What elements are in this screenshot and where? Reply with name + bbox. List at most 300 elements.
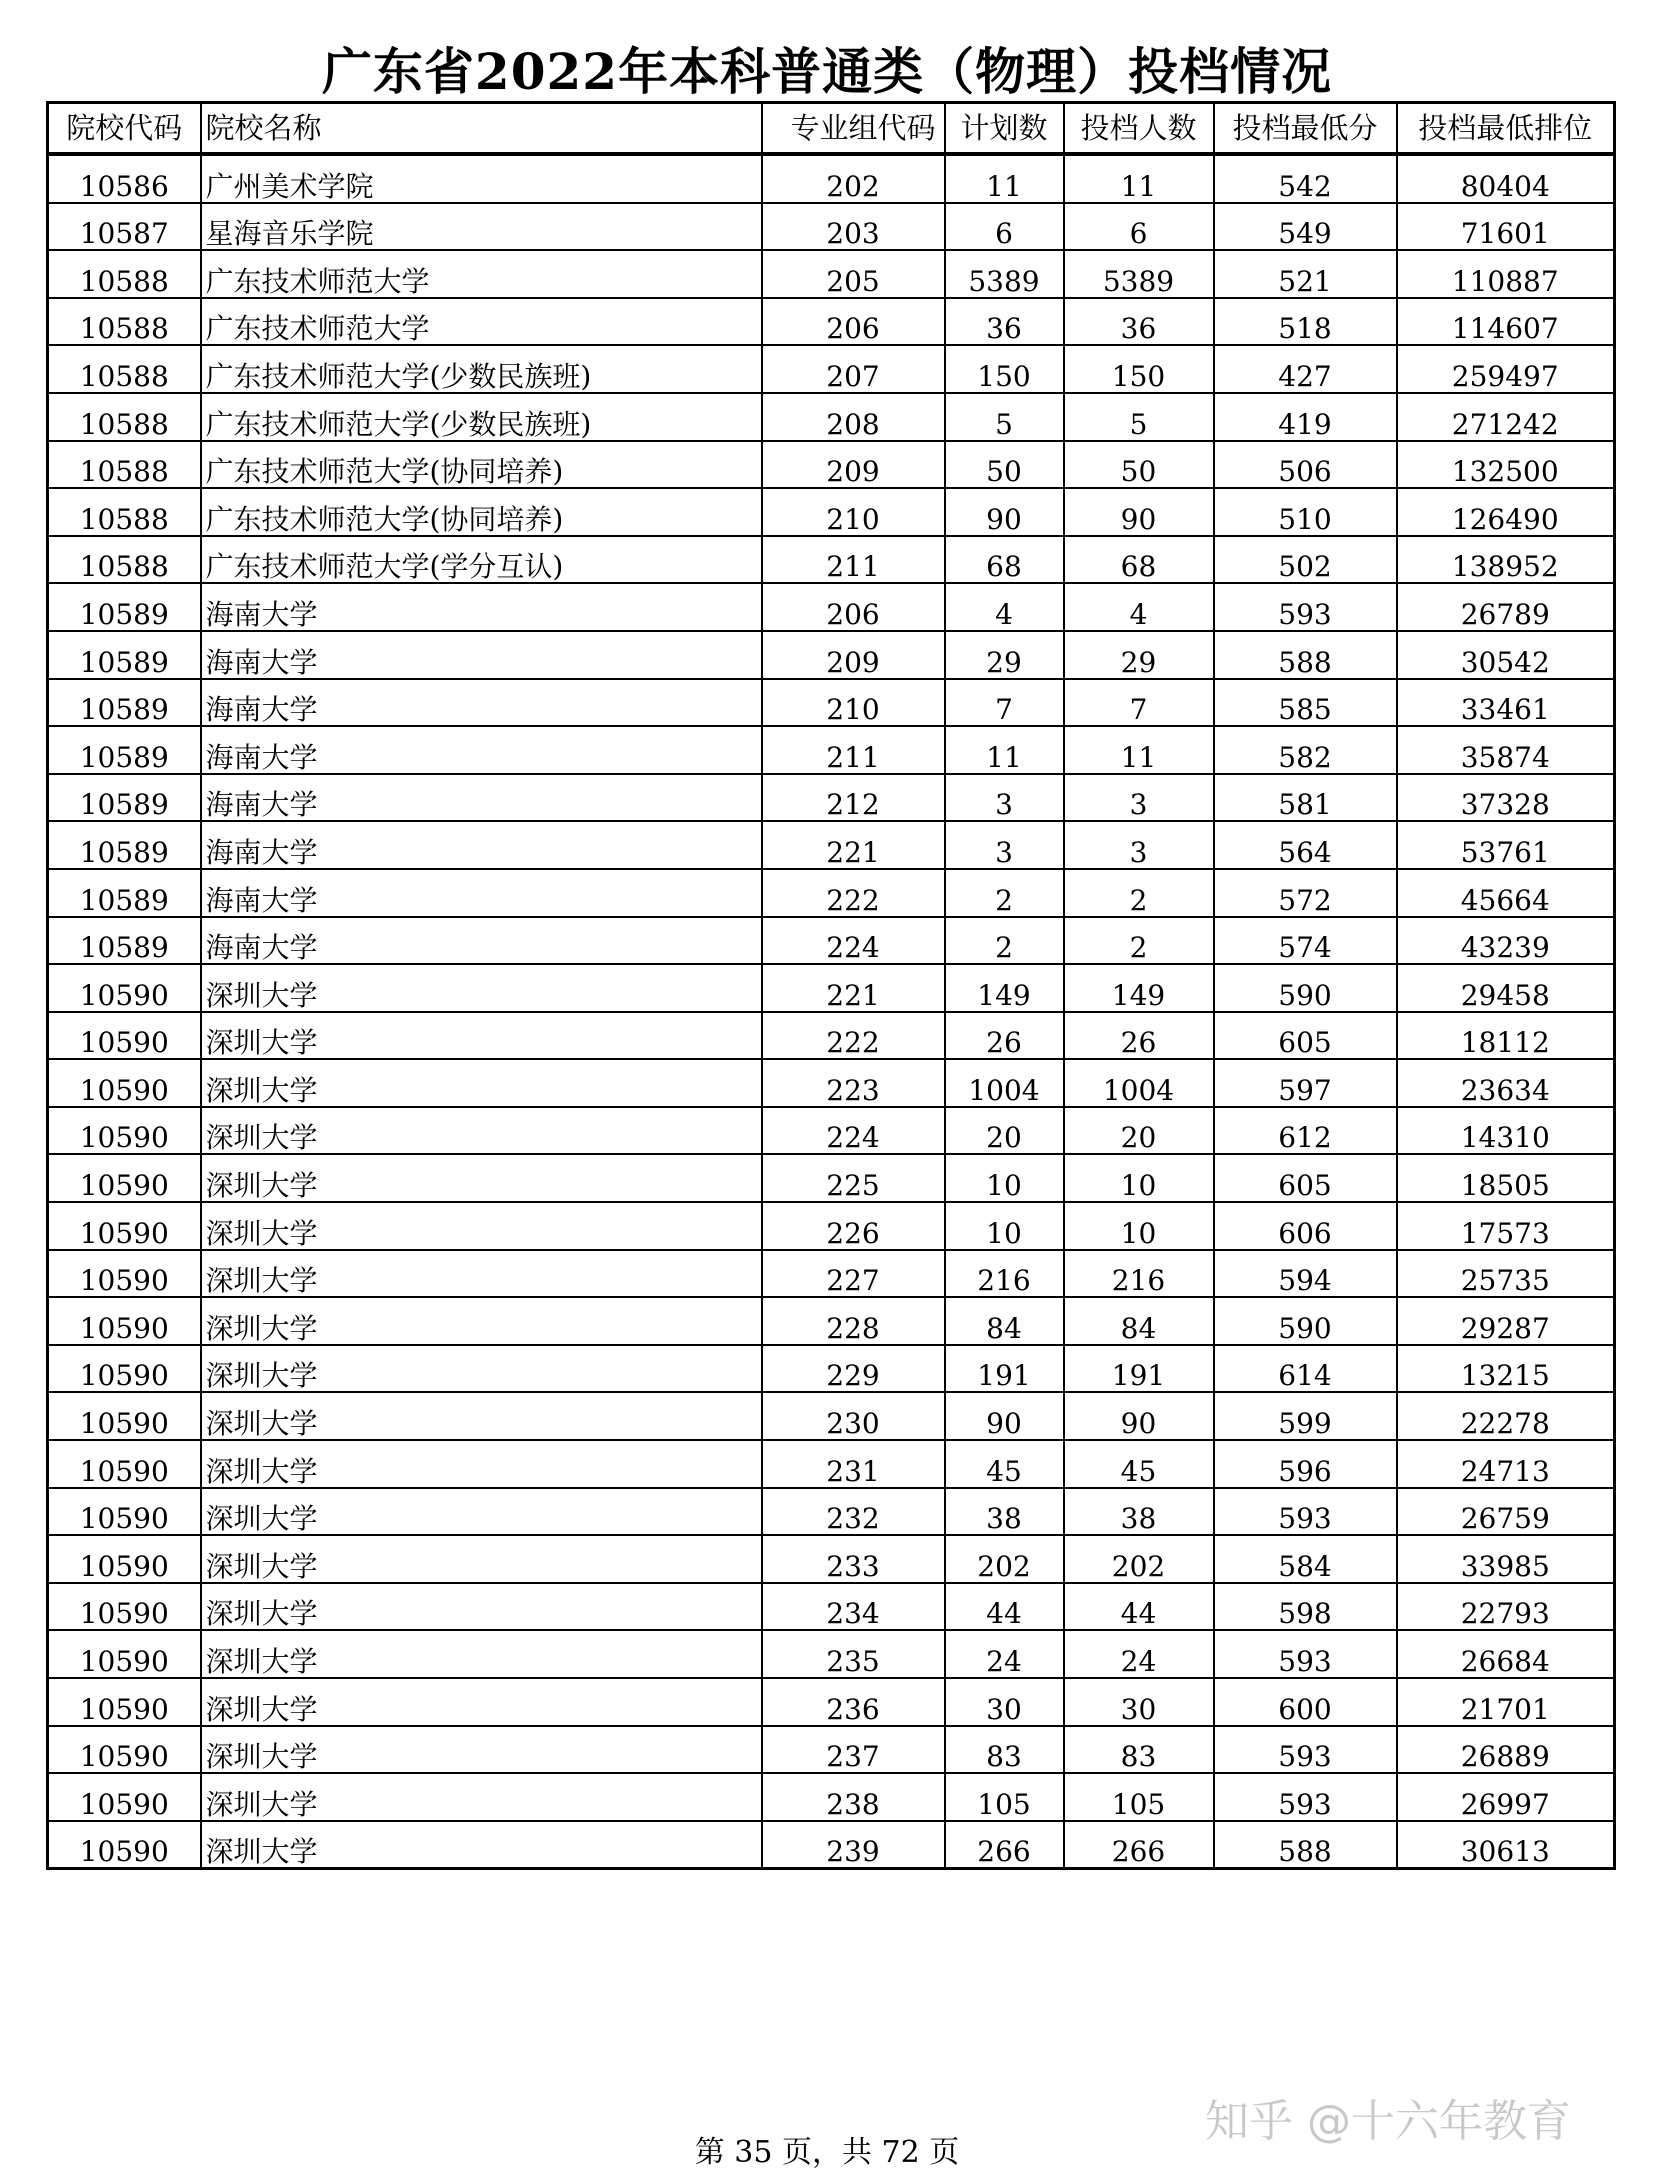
cell-admitted-count: 26 bbox=[1064, 1012, 1214, 1060]
cell-school-code: 10589 bbox=[48, 583, 201, 631]
cell-group-code: 226 bbox=[762, 1202, 945, 1250]
table-row bbox=[48, 1154, 1615, 1202]
header-row bbox=[48, 103, 1615, 155]
cell-group-code: 223 bbox=[762, 1059, 945, 1107]
cell-min-score: 572 bbox=[1214, 869, 1397, 917]
cell-group-code: 233 bbox=[762, 1535, 945, 1583]
cell-admitted-count: 90 bbox=[1064, 488, 1214, 536]
cell-school-name: 广东技术师范大学(少数民族班) bbox=[201, 345, 762, 393]
table-header bbox=[48, 103, 1615, 155]
column-header-admitted-count: 投档人数 bbox=[1064, 103, 1214, 155]
cell-group-code: 207 bbox=[762, 345, 945, 393]
cell-group-code: 210 bbox=[762, 488, 945, 536]
cell-plan-count: 90 bbox=[945, 488, 1064, 536]
cell-min-score: 585 bbox=[1214, 679, 1397, 727]
cell-min-score: 510 bbox=[1214, 488, 1397, 536]
page-title: 广东省2022年本科普通类（物理）投档情况 bbox=[321, 42, 1333, 101]
cell-school-code: 10588 bbox=[48, 488, 201, 536]
cell-min-rank: 45664 bbox=[1397, 869, 1615, 917]
watermark: 知乎 @十六年教育 bbox=[1205, 2096, 1571, 2147]
cell-school-name: 广东技术师范大学(少数民族班) bbox=[201, 393, 762, 441]
cell-min-rank: 14310 bbox=[1397, 1107, 1615, 1155]
cell-school-name: 海南大学 bbox=[201, 679, 762, 727]
cell-school-name: 深圳大学 bbox=[201, 1583, 762, 1631]
table-body bbox=[48, 154, 1615, 1869]
cell-school-name: 广东技术师范大学(协同培养) bbox=[201, 488, 762, 536]
cell-admitted-count: 24 bbox=[1064, 1630, 1214, 1678]
cell-min-rank: 37328 bbox=[1397, 774, 1615, 822]
cell-min-score: 605 bbox=[1214, 1012, 1397, 1060]
cell-group-code: 224 bbox=[762, 917, 945, 965]
table-row bbox=[48, 1392, 1615, 1440]
cell-school-name: 广东技术师范大学(协同培养) bbox=[201, 441, 762, 489]
cell-min-rank: 30613 bbox=[1397, 1821, 1615, 1869]
cell-school-code: 10590 bbox=[48, 1154, 201, 1202]
cell-min-rank: 18112 bbox=[1397, 1012, 1615, 1060]
cell-admitted-count: 7 bbox=[1064, 679, 1214, 727]
cell-plan-count: 6 bbox=[945, 203, 1064, 251]
cell-min-rank: 26997 bbox=[1397, 1773, 1615, 1821]
table-row bbox=[48, 1583, 1615, 1631]
table-row bbox=[48, 1678, 1615, 1726]
cell-group-code: 230 bbox=[762, 1392, 945, 1440]
cell-admitted-count: 4 bbox=[1064, 583, 1214, 631]
cell-min-score: 598 bbox=[1214, 1583, 1397, 1631]
cell-admitted-count: 30 bbox=[1064, 1678, 1214, 1726]
cell-admitted-count: 11 bbox=[1064, 154, 1214, 203]
table-row bbox=[48, 1440, 1615, 1488]
column-header-plan-count: 计划数 bbox=[945, 103, 1064, 155]
cell-plan-count: 3 bbox=[945, 774, 1064, 822]
cell-min-score: 596 bbox=[1214, 1440, 1397, 1488]
cell-school-code: 10590 bbox=[48, 1059, 201, 1107]
cell-plan-count: 11 bbox=[945, 726, 1064, 774]
cell-min-rank: 271242 bbox=[1397, 393, 1615, 441]
cell-plan-count: 3 bbox=[945, 821, 1064, 869]
cell-school-name: 深圳大学 bbox=[201, 1392, 762, 1440]
cell-admitted-count: 20 bbox=[1064, 1107, 1214, 1155]
cell-min-score: 614 bbox=[1214, 1345, 1397, 1393]
cell-plan-count: 4 bbox=[945, 583, 1064, 631]
cell-min-rank: 13215 bbox=[1397, 1345, 1615, 1393]
table-row bbox=[48, 679, 1615, 727]
cell-plan-count: 30 bbox=[945, 1678, 1064, 1726]
cell-group-code: 211 bbox=[762, 726, 945, 774]
table-row bbox=[48, 536, 1615, 584]
cell-school-code: 10589 bbox=[48, 774, 201, 822]
cell-plan-count: 105 bbox=[945, 1773, 1064, 1821]
table-row bbox=[48, 1107, 1615, 1155]
cell-group-code: 205 bbox=[762, 250, 945, 298]
cell-school-code: 10590 bbox=[48, 1392, 201, 1440]
cell-group-code: 221 bbox=[762, 821, 945, 869]
cell-plan-count: 36 bbox=[945, 298, 1064, 346]
cell-school-name: 深圳大学 bbox=[201, 1154, 762, 1202]
table-row bbox=[48, 1202, 1615, 1250]
cell-plan-count: 191 bbox=[945, 1345, 1064, 1393]
cell-min-score: 612 bbox=[1214, 1107, 1397, 1155]
cell-school-code: 10590 bbox=[48, 1202, 201, 1250]
cell-school-name: 深圳大学 bbox=[201, 1821, 762, 1869]
cell-admitted-count: 3 bbox=[1064, 774, 1214, 822]
cell-school-code: 10588 bbox=[48, 298, 201, 346]
cell-school-code: 10590 bbox=[48, 1678, 201, 1726]
cell-min-rank: 26889 bbox=[1397, 1726, 1615, 1774]
cell-plan-count: 150 bbox=[945, 345, 1064, 393]
cell-group-code: 229 bbox=[762, 1345, 945, 1393]
cell-admitted-count: 45 bbox=[1064, 1440, 1214, 1488]
cell-school-name: 深圳大学 bbox=[201, 1059, 762, 1107]
cell-plan-count: 45 bbox=[945, 1440, 1064, 1488]
cell-plan-count: 84 bbox=[945, 1297, 1064, 1345]
cell-admitted-count: 1004 bbox=[1064, 1059, 1214, 1107]
cell-admitted-count: 202 bbox=[1064, 1535, 1214, 1583]
cell-admitted-count: 90 bbox=[1064, 1392, 1214, 1440]
cell-min-score: 549 bbox=[1214, 203, 1397, 251]
cell-min-score: 605 bbox=[1214, 1154, 1397, 1202]
cell-group-code: 212 bbox=[762, 774, 945, 822]
cell-admitted-count: 68 bbox=[1064, 536, 1214, 584]
cell-admitted-count: 11 bbox=[1064, 726, 1214, 774]
cell-school-name: 深圳大学 bbox=[201, 1012, 762, 1060]
cell-min-rank: 35874 bbox=[1397, 726, 1615, 774]
table-row bbox=[48, 631, 1615, 679]
admission-table bbox=[46, 101, 1616, 1870]
cell-school-code: 10590 bbox=[48, 1773, 201, 1821]
cell-min-score: 597 bbox=[1214, 1059, 1397, 1107]
cell-min-score: 582 bbox=[1214, 726, 1397, 774]
cell-school-code: 10590 bbox=[48, 1488, 201, 1536]
cell-admitted-count: 150 bbox=[1064, 345, 1214, 393]
cell-min-score: 593 bbox=[1214, 1726, 1397, 1774]
cell-school-name: 深圳大学 bbox=[201, 1202, 762, 1250]
cell-admitted-count: 6 bbox=[1064, 203, 1214, 251]
cell-school-name: 深圳大学 bbox=[201, 1345, 762, 1393]
cell-min-score: 593 bbox=[1214, 1488, 1397, 1536]
cell-min-rank: 138952 bbox=[1397, 536, 1615, 584]
cell-school-code: 10590 bbox=[48, 1107, 201, 1155]
table-row bbox=[48, 441, 1615, 489]
table-row bbox=[48, 1012, 1615, 1060]
cell-school-name: 深圳大学 bbox=[201, 1726, 762, 1774]
cell-group-code: 209 bbox=[762, 441, 945, 489]
table-row bbox=[48, 1535, 1615, 1583]
cell-min-rank: 26759 bbox=[1397, 1488, 1615, 1536]
table-row bbox=[48, 250, 1615, 298]
cell-admitted-count: 2 bbox=[1064, 917, 1214, 965]
table-row bbox=[48, 1059, 1615, 1107]
cell-school-name: 海南大学 bbox=[201, 631, 762, 679]
cell-admitted-count: 10 bbox=[1064, 1154, 1214, 1202]
cell-min-rank: 23634 bbox=[1397, 1059, 1615, 1107]
cell-group-code: 202 bbox=[762, 154, 945, 203]
cell-min-score: 506 bbox=[1214, 441, 1397, 489]
cell-school-name: 海南大学 bbox=[201, 774, 762, 822]
cell-min-rank: 26789 bbox=[1397, 583, 1615, 631]
cell-group-code: 239 bbox=[762, 1821, 945, 1869]
cell-min-score: 564 bbox=[1214, 821, 1397, 869]
cell-group-code: 237 bbox=[762, 1726, 945, 1774]
cell-group-code: 209 bbox=[762, 631, 945, 679]
cell-school-code: 10590 bbox=[48, 1535, 201, 1583]
cell-min-rank: 29458 bbox=[1397, 964, 1615, 1012]
cell-min-rank: 30542 bbox=[1397, 631, 1615, 679]
cell-group-code: 208 bbox=[762, 393, 945, 441]
cell-min-rank: 18505 bbox=[1397, 1154, 1615, 1202]
cell-school-code: 10587 bbox=[48, 203, 201, 251]
cell-admitted-count: 50 bbox=[1064, 441, 1214, 489]
cell-plan-count: 5 bbox=[945, 393, 1064, 441]
cell-admitted-count: 38 bbox=[1064, 1488, 1214, 1536]
cell-min-score: 419 bbox=[1214, 393, 1397, 441]
table-row bbox=[48, 345, 1615, 393]
cell-min-score: 594 bbox=[1214, 1250, 1397, 1298]
cell-admitted-count: 10 bbox=[1064, 1202, 1214, 1250]
table-row bbox=[48, 821, 1615, 869]
cell-admitted-count: 29 bbox=[1064, 631, 1214, 679]
cell-school-code: 10586 bbox=[48, 154, 201, 203]
cell-school-name: 海南大学 bbox=[201, 869, 762, 917]
cell-min-rank: 24713 bbox=[1397, 1440, 1615, 1488]
cell-school-name: 深圳大学 bbox=[201, 1440, 762, 1488]
cell-school-name: 海南大学 bbox=[201, 821, 762, 869]
cell-min-rank: 33985 bbox=[1397, 1535, 1615, 1583]
cell-school-code: 10589 bbox=[48, 631, 201, 679]
cell-group-code: 225 bbox=[762, 1154, 945, 1202]
cell-min-rank: 33461 bbox=[1397, 679, 1615, 727]
cell-min-score: 518 bbox=[1214, 298, 1397, 346]
table-row bbox=[48, 917, 1615, 965]
cell-plan-count: 50 bbox=[945, 441, 1064, 489]
cell-school-code: 10590 bbox=[48, 1440, 201, 1488]
table-row bbox=[48, 1488, 1615, 1536]
table-row bbox=[48, 1630, 1615, 1678]
cell-school-code: 10590 bbox=[48, 1250, 201, 1298]
cell-school-name: 星海音乐学院 bbox=[201, 203, 762, 251]
cell-admitted-count: 44 bbox=[1064, 1583, 1214, 1631]
cell-group-code: 206 bbox=[762, 583, 945, 631]
cell-group-code: 231 bbox=[762, 1440, 945, 1488]
column-header-min-score: 投档最低分 bbox=[1214, 103, 1397, 155]
cell-group-code: 210 bbox=[762, 679, 945, 727]
table-row bbox=[48, 393, 1615, 441]
cell-min-rank: 71601 bbox=[1397, 203, 1615, 251]
cell-min-score: 593 bbox=[1214, 1630, 1397, 1678]
cell-min-score: 599 bbox=[1214, 1392, 1397, 1440]
cell-school-code: 10590 bbox=[48, 1012, 201, 1060]
cell-min-rank: 110887 bbox=[1397, 250, 1615, 298]
cell-min-score: 600 bbox=[1214, 1678, 1397, 1726]
cell-plan-count: 29 bbox=[945, 631, 1064, 679]
cell-school-name: 广东技术师范大学(学分互认) bbox=[201, 536, 762, 584]
cell-school-code: 10588 bbox=[48, 345, 201, 393]
table-row bbox=[48, 1821, 1615, 1869]
table-row bbox=[48, 1297, 1615, 1345]
cell-plan-count: 10 bbox=[945, 1154, 1064, 1202]
cell-min-score: 590 bbox=[1214, 964, 1397, 1012]
cell-plan-count: 10 bbox=[945, 1202, 1064, 1250]
column-header-school-name: 院校名称 bbox=[201, 103, 762, 155]
cell-admitted-count: 216 bbox=[1064, 1250, 1214, 1298]
cell-plan-count: 1004 bbox=[945, 1059, 1064, 1107]
cell-plan-count: 26 bbox=[945, 1012, 1064, 1060]
cell-school-name: 广州美术学院 bbox=[201, 154, 762, 203]
cell-min-rank: 17573 bbox=[1397, 1202, 1615, 1250]
cell-plan-count: 2 bbox=[945, 869, 1064, 917]
cell-group-code: 238 bbox=[762, 1773, 945, 1821]
cell-school-name: 广东技术师范大学 bbox=[201, 250, 762, 298]
cell-plan-count: 149 bbox=[945, 964, 1064, 1012]
cell-school-name: 深圳大学 bbox=[201, 1107, 762, 1155]
cell-plan-count: 68 bbox=[945, 536, 1064, 584]
cell-plan-count: 2 bbox=[945, 917, 1064, 965]
table-row bbox=[48, 964, 1615, 1012]
cell-plan-count: 202 bbox=[945, 1535, 1064, 1583]
cell-group-code: 235 bbox=[762, 1630, 945, 1678]
cell-admitted-count: 83 bbox=[1064, 1726, 1214, 1774]
cell-group-code: 221 bbox=[762, 964, 945, 1012]
cell-admitted-count: 2 bbox=[1064, 869, 1214, 917]
cell-school-name: 深圳大学 bbox=[201, 1297, 762, 1345]
table-row bbox=[48, 1345, 1615, 1393]
cell-min-rank: 29287 bbox=[1397, 1297, 1615, 1345]
cell-group-code: 222 bbox=[762, 869, 945, 917]
cell-admitted-count: 149 bbox=[1064, 964, 1214, 1012]
cell-school-name: 深圳大学 bbox=[201, 1773, 762, 1821]
table-row bbox=[48, 298, 1615, 346]
cell-admitted-count: 191 bbox=[1064, 1345, 1214, 1393]
cell-school-code: 10590 bbox=[48, 964, 201, 1012]
cell-school-code: 10590 bbox=[48, 1583, 201, 1631]
cell-plan-count: 20 bbox=[945, 1107, 1064, 1155]
cell-plan-count: 38 bbox=[945, 1488, 1064, 1536]
cell-min-rank: 22793 bbox=[1397, 1583, 1615, 1631]
cell-group-code: 234 bbox=[762, 1583, 945, 1631]
cell-group-code: 236 bbox=[762, 1678, 945, 1726]
cell-min-score: 542 bbox=[1214, 154, 1397, 203]
cell-plan-count: 216 bbox=[945, 1250, 1064, 1298]
cell-school-name: 深圳大学 bbox=[201, 1678, 762, 1726]
cell-plan-count: 90 bbox=[945, 1392, 1064, 1440]
cell-min-score: 588 bbox=[1214, 1821, 1397, 1869]
cell-plan-count: 44 bbox=[945, 1583, 1064, 1631]
cell-plan-count: 24 bbox=[945, 1630, 1064, 1678]
cell-min-rank: 21701 bbox=[1397, 1678, 1615, 1726]
cell-plan-count: 5389 bbox=[945, 250, 1064, 298]
cell-group-code: 228 bbox=[762, 1297, 945, 1345]
cell-school-code: 10590 bbox=[48, 1726, 201, 1774]
cell-school-code: 10590 bbox=[48, 1297, 201, 1345]
cell-admitted-count: 5389 bbox=[1064, 250, 1214, 298]
cell-group-code: 224 bbox=[762, 1107, 945, 1155]
table-row bbox=[48, 1250, 1615, 1298]
cell-admitted-count: 266 bbox=[1064, 1821, 1214, 1869]
cell-school-name: 广东技术师范大学 bbox=[201, 298, 762, 346]
cell-min-rank: 22278 bbox=[1397, 1392, 1615, 1440]
cell-min-score: 584 bbox=[1214, 1535, 1397, 1583]
cell-min-score: 427 bbox=[1214, 345, 1397, 393]
cell-group-code: 206 bbox=[762, 298, 945, 346]
cell-school-name: 深圳大学 bbox=[201, 1535, 762, 1583]
cell-min-score: 588 bbox=[1214, 631, 1397, 679]
table-row bbox=[48, 488, 1615, 536]
table-row bbox=[48, 203, 1615, 251]
cell-min-rank: 126490 bbox=[1397, 488, 1615, 536]
cell-school-name: 海南大学 bbox=[201, 726, 762, 774]
cell-min-score: 521 bbox=[1214, 250, 1397, 298]
table-row bbox=[48, 1773, 1615, 1821]
column-header-min-rank: 投档最低排位 bbox=[1397, 103, 1615, 155]
cell-admitted-count: 84 bbox=[1064, 1297, 1214, 1345]
cell-min-score: 590 bbox=[1214, 1297, 1397, 1345]
cell-school-name: 深圳大学 bbox=[201, 964, 762, 1012]
table-row bbox=[48, 1726, 1615, 1774]
cell-group-code: 222 bbox=[762, 1012, 945, 1060]
cell-min-rank: 80404 bbox=[1397, 154, 1615, 203]
cell-min-rank: 43239 bbox=[1397, 917, 1615, 965]
cell-min-score: 502 bbox=[1214, 536, 1397, 584]
table-row bbox=[48, 774, 1615, 822]
cell-min-rank: 26684 bbox=[1397, 1630, 1615, 1678]
cell-admitted-count: 36 bbox=[1064, 298, 1214, 346]
cell-group-code: 211 bbox=[762, 536, 945, 584]
table-row bbox=[48, 154, 1615, 203]
cell-group-code: 203 bbox=[762, 203, 945, 251]
cell-min-score: 581 bbox=[1214, 774, 1397, 822]
table-row bbox=[48, 583, 1615, 631]
page-footer: 第 35 页，共 72 页 bbox=[694, 2135, 960, 2170]
cell-school-code: 10589 bbox=[48, 679, 201, 727]
cell-school-name: 海南大学 bbox=[201, 917, 762, 965]
cell-school-code: 10589 bbox=[48, 917, 201, 965]
cell-school-code: 10589 bbox=[48, 726, 201, 774]
cell-min-rank: 53761 bbox=[1397, 821, 1615, 869]
cell-plan-count: 11 bbox=[945, 154, 1064, 203]
cell-admitted-count: 3 bbox=[1064, 821, 1214, 869]
cell-plan-count: 83 bbox=[945, 1726, 1064, 1774]
cell-min-score: 593 bbox=[1214, 583, 1397, 631]
table-row bbox=[48, 726, 1615, 774]
cell-group-code: 227 bbox=[762, 1250, 945, 1298]
cell-min-rank: 259497 bbox=[1397, 345, 1615, 393]
cell-school-code: 10590 bbox=[48, 1630, 201, 1678]
column-header-group-code: 专业组代码 bbox=[762, 103, 945, 155]
cell-min-score: 574 bbox=[1214, 917, 1397, 965]
cell-school-name: 深圳大学 bbox=[201, 1250, 762, 1298]
cell-school-code: 10588 bbox=[48, 393, 201, 441]
cell-plan-count: 7 bbox=[945, 679, 1064, 727]
cell-school-name: 深圳大学 bbox=[201, 1488, 762, 1536]
cell-school-code: 10588 bbox=[48, 250, 201, 298]
cell-school-code: 10588 bbox=[48, 441, 201, 489]
cell-school-code: 10589 bbox=[48, 869, 201, 917]
cell-min-score: 593 bbox=[1214, 1773, 1397, 1821]
cell-school-code: 10590 bbox=[48, 1345, 201, 1393]
cell-admitted-count: 5 bbox=[1064, 393, 1214, 441]
cell-admitted-count: 105 bbox=[1064, 1773, 1214, 1821]
cell-group-code: 232 bbox=[762, 1488, 945, 1536]
column-header-school-code: 院校代码 bbox=[48, 103, 201, 155]
cell-school-code: 10590 bbox=[48, 1821, 201, 1869]
cell-school-name: 深圳大学 bbox=[201, 1630, 762, 1678]
cell-school-name: 海南大学 bbox=[201, 583, 762, 631]
cell-min-rank: 25735 bbox=[1397, 1250, 1615, 1298]
cell-min-rank: 114607 bbox=[1397, 298, 1615, 346]
cell-min-rank: 132500 bbox=[1397, 441, 1615, 489]
table-row bbox=[48, 869, 1615, 917]
cell-school-code: 10589 bbox=[48, 821, 201, 869]
cell-school-code: 10588 bbox=[48, 536, 201, 584]
